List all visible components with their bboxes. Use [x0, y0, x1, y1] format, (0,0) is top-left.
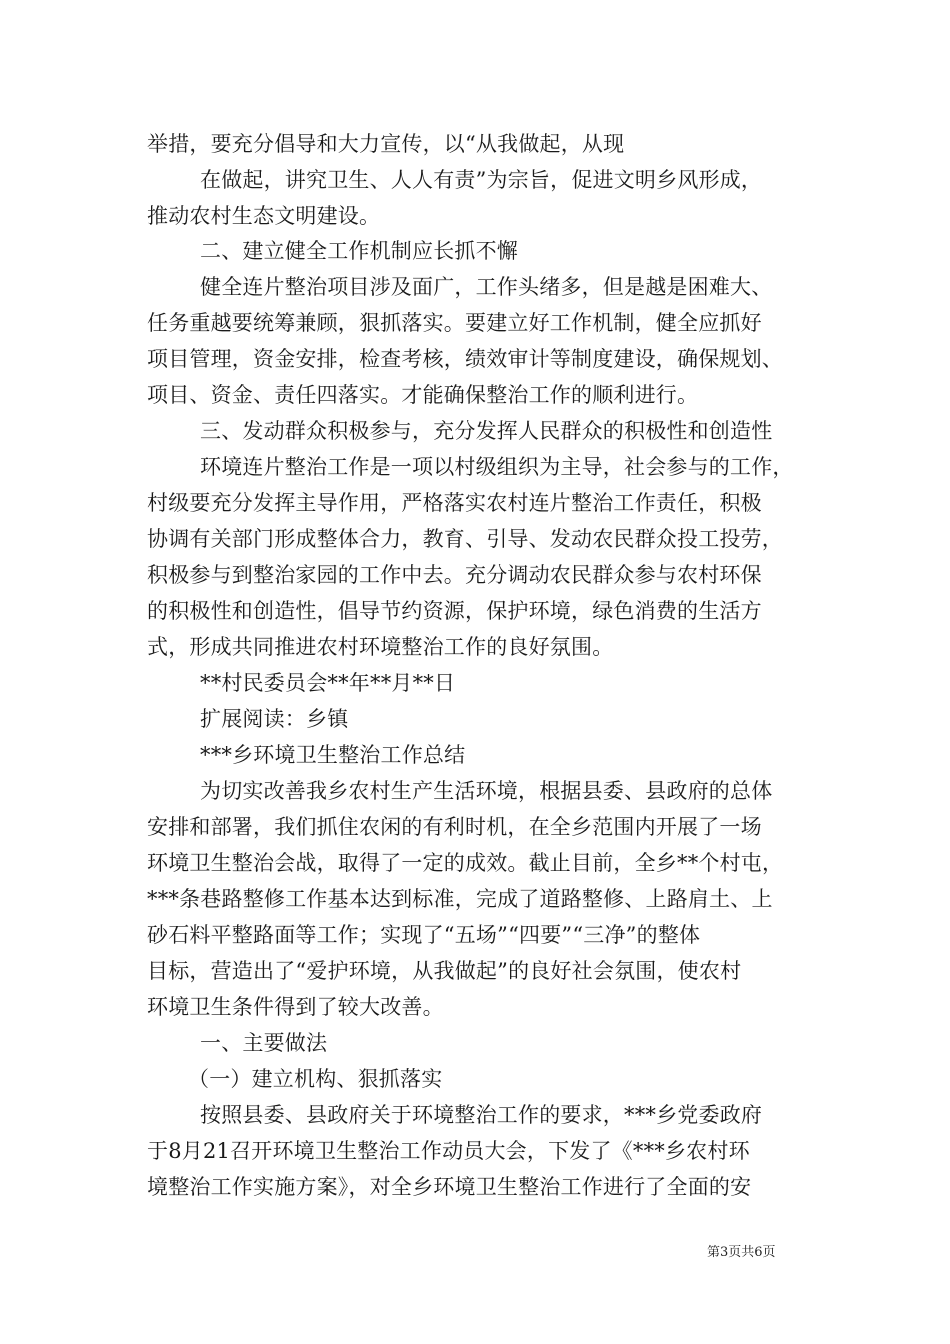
- text-line: 目标，营造出了“爱护环境，从我做起”的良好社会氛围，使农村: [147, 959, 742, 983]
- text-line: 项目、资金、责任四落实。才能确保整治工作的顺利进行。: [147, 383, 699, 407]
- text-line: 环境连片整治工作是一项以村级组织为主导，社会参与的工作，: [200, 455, 794, 479]
- section-heading: 一、主要做法: [200, 1031, 328, 1055]
- text-line: 按照县委、县政府关于环境整治工作的要求，***乡党委政府: [200, 1103, 763, 1127]
- text-line: 环境卫生整治会战，取得了一定的成效。截止目前，全乡**个村屯，: [147, 851, 784, 875]
- text-line: 的积极性和创造性，倡导节约资源，保护环境，绿色消费的生活方: [147, 599, 762, 623]
- text-line: 为切实改善我乡农村生产生活环境，根据县委、县政府的总体: [200, 779, 773, 803]
- text-line: 于8月21召开环境卫生整治工作动员大会，下发了《***乡农村环: [147, 1139, 750, 1163]
- text-line: 健全连片整治项目涉及面广，工作头绪多，但是越是困难大、: [200, 275, 773, 299]
- text-line: 积极参与到整治家园的工作中去。充分调动农民群众参与农村环保: [147, 563, 762, 587]
- text-line: 式，形成共同推进农村环境整治工作的良好氛围。: [147, 635, 614, 659]
- text-line: 境整治工作实施方案》，对全乡环境卫生整治工作进行了全面的安: [147, 1175, 752, 1199]
- page-number: 第3页共6页: [707, 1245, 776, 1260]
- text-line: 在做起，讲究卫生、人人有责”为宗旨，促进文明乡风形成，: [200, 168, 763, 192]
- text-line: 项目管理，资金安排，检查考核，绩效审计等制度建设，确保规划、: [147, 347, 783, 371]
- document-title: ***乡环境卫生整治工作总结: [200, 743, 466, 767]
- section-heading: 三、发动群众积极参与，充分发挥人民群众的积极性和创造性: [200, 419, 773, 443]
- text-line: 推动农村生态文明建设。: [147, 204, 381, 228]
- text-line: 举措，要充分倡导和大力宣传，以“从我做起，从现: [147, 132, 625, 156]
- signature-line: **村民委员会**年**月**日: [200, 671, 456, 695]
- text-line: 安排和部署，我们抓住农闲的有利时机，在全乡范围内开展了一场: [147, 815, 762, 839]
- text-line: 砂石料平整路面等工作；实现了“五场”“四要”“三净”的整体: [147, 923, 701, 947]
- text-line: 村级要充分发挥主导作用，严格落实农村连片整治工作责任，积极: [147, 491, 762, 515]
- text-line: 环境卫生条件得到了较大改善。: [147, 995, 444, 1019]
- section-heading: 二、建立健全工作机制应长抓不懈: [200, 239, 518, 263]
- text-line: 协调有关部门形成整体合力，教育、引导、发动农民群众投工投劳，: [147, 527, 783, 551]
- text-line: ***条巷路整修工作基本达到标准，完成了道路整修、上路肩土、上: [147, 887, 773, 911]
- text-line: 任务重越要统筹兼顾，狠抓落实。要建立好工作机制，健全应抓好: [147, 311, 762, 335]
- text-line: 扩展阅读：乡镇: [200, 707, 349, 731]
- subsection-heading: （一）建立机构、狠抓落实: [188, 1067, 443, 1091]
